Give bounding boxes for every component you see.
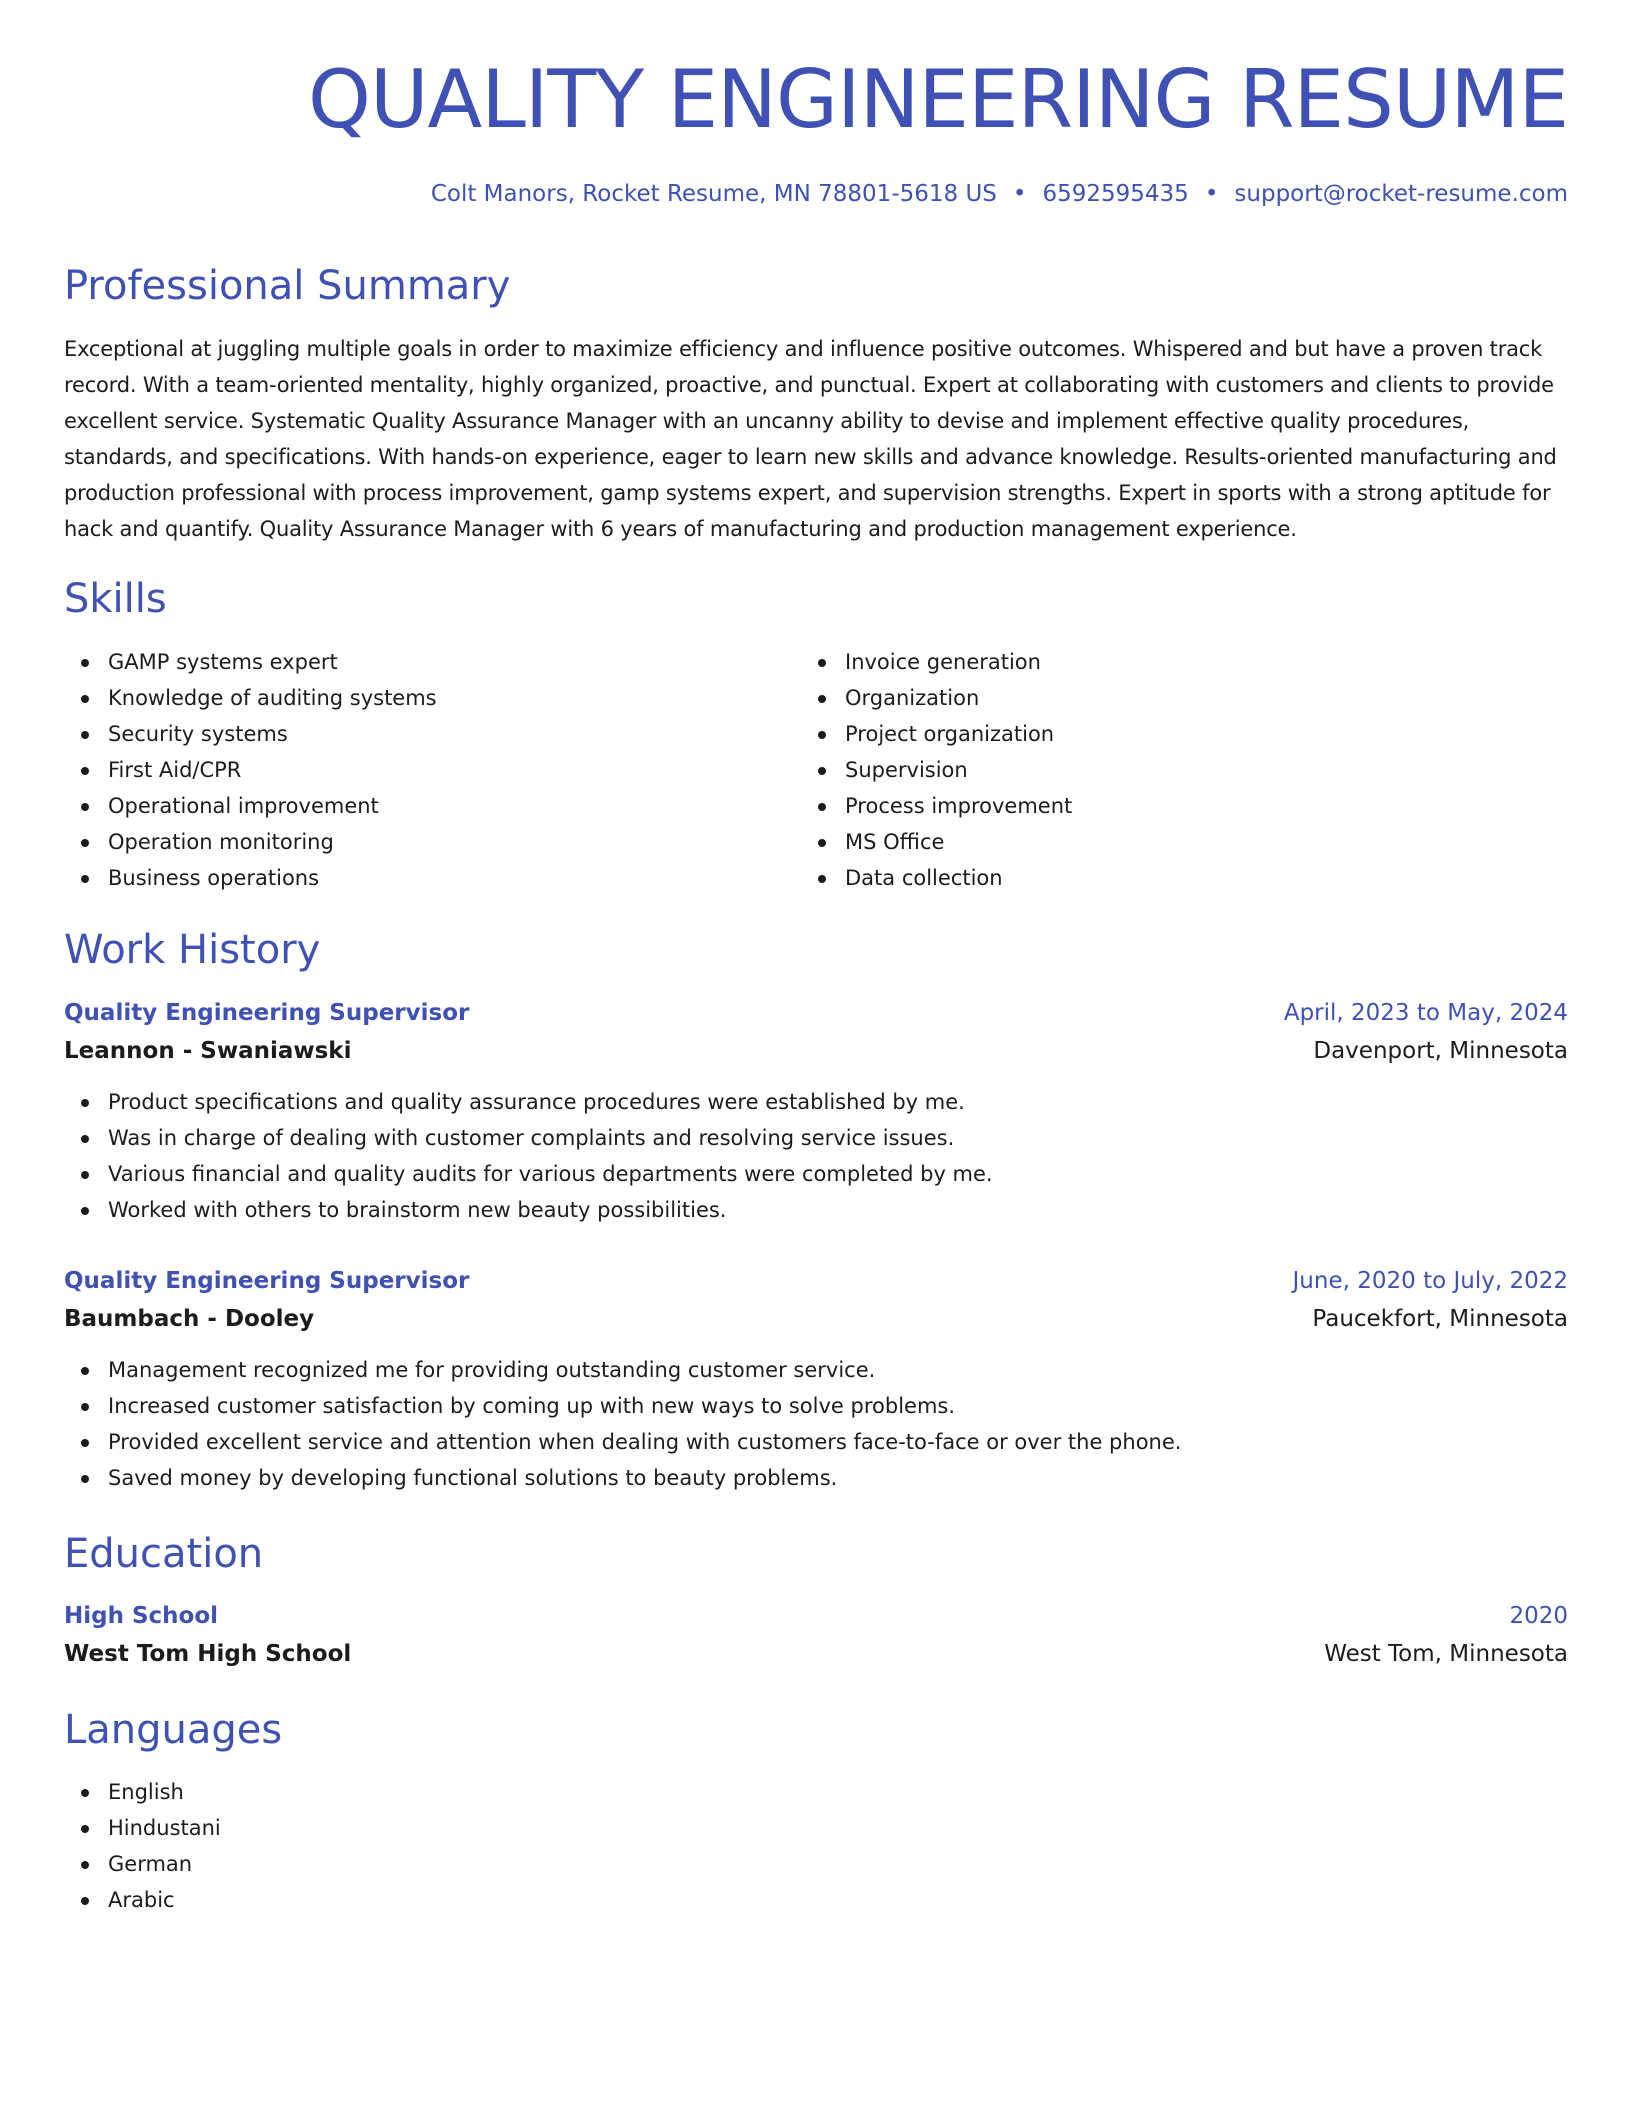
skill-item: Supervision [845,752,1538,788]
languages-list [64,1774,1568,1918]
job-bullet: Various financial and quality audits for various departments were completed by me. [108,1156,1568,1192]
skill-item: GAMP systems expert [108,644,801,680]
skill-item: Business operations [108,860,801,896]
education-school: West Tom High School [64,1641,352,1667]
skill-item: Security systems [108,716,801,752]
languages-heading: Languages [64,1707,283,1753]
resume-title: QUALITY ENGINEERING RESUME [308,53,1568,146]
contact-line [431,178,1568,210]
language-item: Hindustani [108,1810,1568,1846]
skill-item: Knowledge of auditing systems [108,680,801,716]
job-entry [64,1262,1568,1496]
job-dates: June, 2020 to July, 2022 [1292,1268,1568,1294]
job-bullets [64,1084,1568,1228]
job-title: Quality Engineering Supervisor [64,1268,470,1294]
job-entry [64,994,1568,1228]
job-title: Quality Engineering Supervisor [64,1000,470,1026]
skill-item: Invoice generation [845,644,1538,680]
job-header [64,1262,1568,1300]
job-bullet: Was in charge of dealing with customer complaints and resolving service issues. [108,1120,1568,1156]
work-history-heading: Work History [64,927,321,973]
summary-text: Exceptional at juggling multiple goals in order to maximize efficiency and influence positive outcomes. Whispered and but have a proven track record. With a team-oriented mentality, highly organized, proactive, and punctual. Expert at collaborating with customers and clients to provide excellent service. Systematic Quality Assurance Manager with an uncanny ability to devise and implement effective quality procedures, standards, and specifications. With hands-on experience, eager to learn new skills and advance knowledge. Results-oriented manufacturing and production professional with process improvement, gamp systems expert, and supervision strengths. Expert in sports with a strong aptitude for hack and quantify. Quality Assurance Manager with 6 years of manufacturing and production management experience. [64,337,1557,541]
skills-column-left [64,644,801,896]
job-subheader [64,1032,1568,1070]
language-item: English [108,1774,1568,1810]
education-year: 2020 [1509,1603,1568,1629]
language-item: German [108,1846,1568,1882]
job-dates: April, 2023 to May, 2024 [1283,1000,1568,1026]
contact-email[interactable]: support@rocket-resume.com [1234,181,1568,207]
job-bullet: Saved money by developing functional solutions to beauty problems. [108,1460,1568,1496]
skill-item: Operation monitoring [108,824,801,860]
skills-heading: Skills [64,576,167,622]
skills-column-right [801,644,1538,896]
job-location: Davenport, Minnesota [1313,1038,1568,1064]
skill-item: Operational improvement [108,788,801,824]
education-heading: Education [64,1531,264,1577]
language-item: Arabic [108,1882,1568,1918]
job-bullet: Product specifications and quality assurance procedures were established by me. [108,1084,1568,1120]
education-entry [64,1597,1568,1673]
skill-item: Process improvement [845,788,1538,824]
education-subheader [64,1635,1568,1673]
job-subheader [64,1300,1568,1338]
skill-item: MS Office [845,824,1538,860]
skill-item: Data collection [845,860,1538,896]
job-employer: Leannon - Swaniawski [64,1038,352,1064]
education-location: West Tom, Minnesota [1324,1641,1568,1667]
education-header [64,1597,1568,1635]
job-bullets [64,1352,1568,1496]
job-employer: Baumbach - Dooley [64,1306,315,1332]
skill-item: Organization [845,680,1538,716]
contact-address: Colt Manors, Rocket Resume, MN 78801-5618 US [430,181,997,207]
job-bullet: Increased customer satisfaction by coming up with new ways to solve problems. [108,1388,1568,1424]
job-bullet: Worked with others to brainstorm new beauty possibilities. [108,1192,1568,1228]
job-bullet: Management recognized me for providing outstanding customer service. [108,1352,1568,1388]
contact-phone[interactable]: 6592595435 [1042,181,1189,207]
job-bullet: Provided excellent service and attention when dealing with customers face-to-face or over the phone. [108,1424,1568,1460]
skills-grid [64,644,1632,896]
summary-heading: Professional Summary [64,263,511,309]
contact-separator: • [1204,181,1219,207]
job-header [64,994,1568,1032]
contact-separator: • [1012,181,1027,207]
education-degree: High School [64,1603,219,1629]
job-location: Paucekfort, Minnesota [1312,1306,1568,1332]
skill-item: First Aid/CPR [108,752,801,788]
skill-item: Project organization [845,716,1538,752]
